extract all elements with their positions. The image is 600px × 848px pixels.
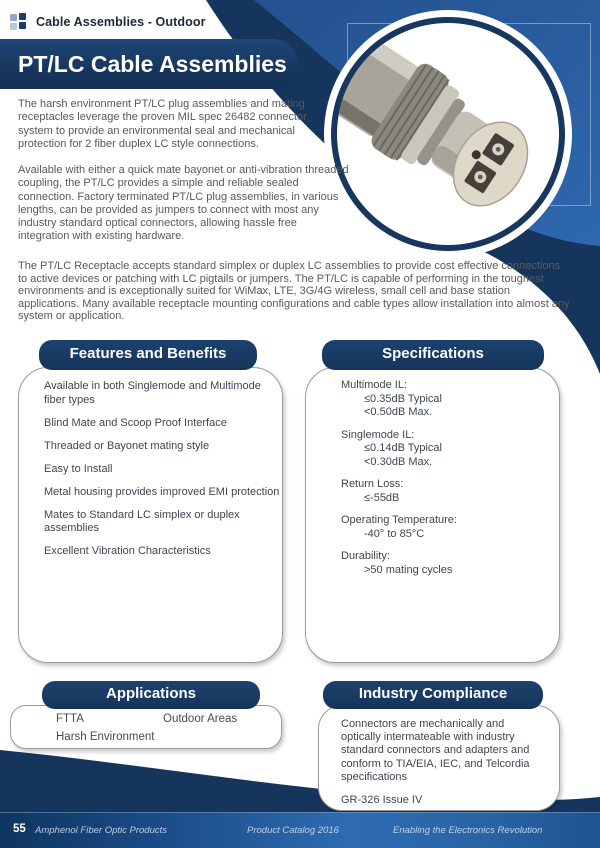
feature-item: Available in both Singlemode and Multimode fiber types: [44, 380, 261, 406]
breadcrumb: [10, 13, 206, 30]
spec-value: <0.30dB Max.: [364, 455, 433, 468]
footer-slogan: Enabling the Electronics Revolution: [393, 825, 543, 836]
spec-value: <0.50dB Max.: [364, 406, 433, 418]
spec-group: [341, 550, 551, 577]
applications-panel: [10, 705, 282, 749]
spec-value: ≤0.14dB Typical: [364, 442, 442, 454]
spec-label: Durability:: [341, 550, 390, 562]
features-panel: [18, 367, 283, 663]
spec-label: Operating Temperature:: [341, 514, 457, 526]
spec-value: >50 mating cycles: [364, 563, 453, 576]
intro-paragraph: Available with either a quick mate bayonet or anti-vibration threaded coupling, the PT/LC provides a simple and reliable sealed connection. Factory terminated PT/LC plug assemblies, in various lengths, can be provided as jumpers to connect with most any industry standard optical connectors, allowing hassle free integration with existing hardware.: [18, 164, 349, 243]
feature-item: Easy to Install: [44, 462, 113, 475]
spec-value: ≤0.35dB Typical: [364, 392, 442, 405]
page-title: PT/LC Cable Assemblies: [0, 39, 298, 89]
feature-item: Excellent Vibration Characteristics: [44, 545, 211, 557]
feature-item: Mates to Standard LC simplex or duplex assemblies: [44, 508, 240, 534]
footer-catalog: Product Catalog 2016: [247, 825, 339, 836]
spec-group: [341, 514, 551, 541]
spec-group: [341, 379, 551, 420]
spec-group: [341, 478, 551, 505]
spec-value: ≤-55dB: [364, 491, 400, 504]
spec-value: -40° to 85°C: [364, 527, 425, 540]
footer-brand: Amphenol Fiber Optic Products: [35, 825, 168, 836]
grid-squares-icon: [10, 13, 27, 30]
page-number: 55: [13, 823, 26, 835]
breadcrumb-label: Cable Assemblies - Outdoor: [36, 14, 206, 29]
specifications-panel: [305, 367, 560, 663]
application-item: Harsh Environment: [56, 731, 155, 743]
feature-item: Threaded or Bayonet mating style: [44, 439, 210, 452]
compliance-standard: GR-326 Issue IV: [341, 794, 423, 807]
footer-bar: [0, 812, 600, 848]
application-item: FTTA: [56, 713, 84, 725]
compliance-text: Connectors are mechanically and optically intermateable with industry standard connectors and adapters and conform to TIA/EIA, IEC, and Telcordia specifications: [341, 718, 530, 783]
spec-label: Singlemode IL:: [341, 428, 415, 441]
specifications-section-header: Specifications: [322, 340, 544, 370]
spec-label: Multimode IL:: [341, 379, 408, 391]
intro-paragraph: The PT/LC Receptacle accepts standard simplex or duplex LC assemblies to provide cost effective connections to active devices or patching with LC pigtails or jumpers. The PT/LC is capable of performing in the toughest environments and is exceptionally suited for WiMax, LTE, 3G/4G wireless, small cell and base station applications. Many available receptacle mounting configurations and cable types allow installation into almost any system or application.: [18, 260, 570, 322]
spec-label: Return Loss:: [341, 478, 404, 490]
application-item: Outdoor Areas: [163, 713, 238, 725]
feature-item: Metal housing provides improved EMI protection: [44, 485, 280, 498]
spec-group: [341, 429, 551, 470]
applications-section-header: Applications: [42, 681, 260, 709]
compliance-section-header: Industry Compliance: [323, 681, 543, 709]
feature-item: Blind Mate and Scoop Proof Interface: [44, 416, 227, 429]
features-section-header: Features and Benefits: [39, 340, 257, 370]
compliance-panel: [318, 705, 560, 811]
intro-paragraph: The harsh environment PT/LC plug assemblies and mating receptacles leverage the proven MIL spec 26482 connector system to provide an environmental seal and mechanical protection for 2 fiber duplex LC style connections.: [18, 98, 307, 150]
